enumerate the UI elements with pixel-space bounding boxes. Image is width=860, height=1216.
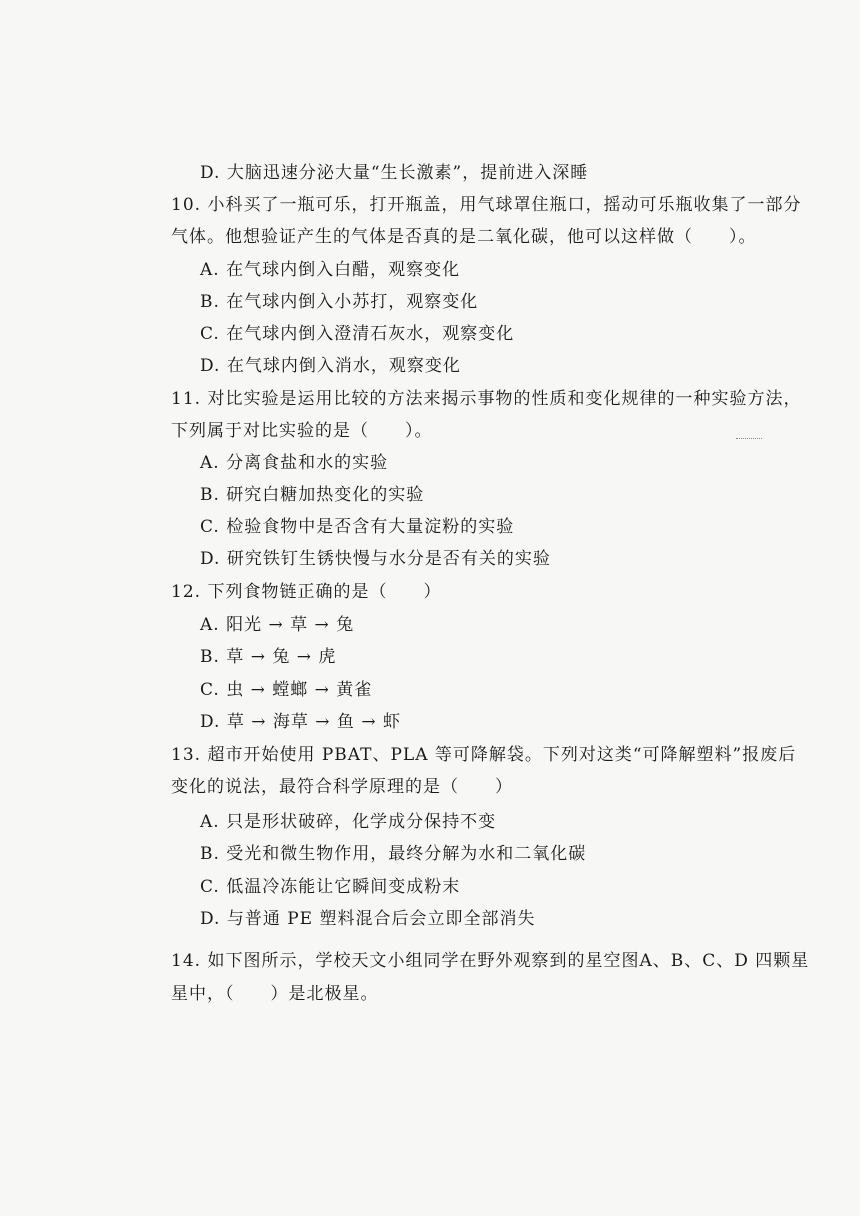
q13-stem-line2: 变化的说法，最符合科学原理的是（ ） [171,777,513,797]
q12-option-c: C. 虫 → 螳螂 → 黄雀 [200,680,373,700]
q11-option-c: C. 检验食物中是否含有大量淀粉的实验 [200,517,515,537]
q12-option-a: A. 阳光 → 草 → 兔 [200,615,355,635]
q11-option-d: D. 研究铁钉生锈快慢与水分是否有关的实验 [200,549,551,569]
q9-option-d: D. 大脑迅速分泌大量“生长激素”，提前进入深睡 [200,163,589,183]
q10-option-d: D. 在气球内倒入消水，观察变化 [200,356,461,376]
q11-option-b: B. 研究白糖加热变化的实验 [200,485,425,505]
q11-stem-line2: 下列属于对比实验的是（ ）。 [171,421,433,441]
q12-option-b: B. 草 → 兔 → 虎 [200,647,337,667]
q14-stem-line2: 星中，（ ）是北极星。 [171,984,379,1004]
q13-stem-line1: 13. 超市开始使用 PBAT、PLA 等可降解袋。下列对这类“可降解塑料”报废后 [171,745,797,765]
q10-option-b: B. 在气球内倒入小苏打，观察变化 [200,292,479,312]
q13-option-b: B. 受光和微生物作用，最终分解为水和二氧化碳 [200,844,587,864]
q13-option-c: C. 低温冷冻能让它瞬间变成粉末 [200,877,461,897]
q10-option-a: A. 在气球内倒入白醋，观察变化 [200,260,461,280]
q14-stem-line1: 14. 如下图所示，学校天文小组同学在野外观察到的星空图A、B、C、D 四颗星 [171,951,810,971]
q11-option-a: A. 分离食盐和水的实验 [200,453,389,473]
scan-speck [736,438,762,442]
q10-option-c: C. 在气球内倒入澄清石灰水，观察变化 [200,324,515,344]
q10-stem-line2: 气体。他想验证产生的气体是否真的是二氧化碳，他可以这样做（ ）。 [171,227,757,247]
q13-option-a: A. 只是形状破碎，化学成分保持不变 [200,812,497,832]
q13-option-d: D. 与普通 PE 塑料混合后会立即全部消失 [200,909,536,929]
q11-stem-line1: 11. 对比实验是运用比较的方法来揭示事物的性质和变化规律的一种实验方法， [171,389,802,409]
q12-stem: 12. 下列食物链正确的是（ ） [171,582,442,602]
q12-option-d: D. 草 → 海草 → 鱼 → 虾 [200,712,401,732]
q10-stem-line1: 10. 小科买了一瓶可乐，打开瓶盖，用气球罩住瓶口，摇动可乐瓶收集了一部分 [171,195,802,215]
